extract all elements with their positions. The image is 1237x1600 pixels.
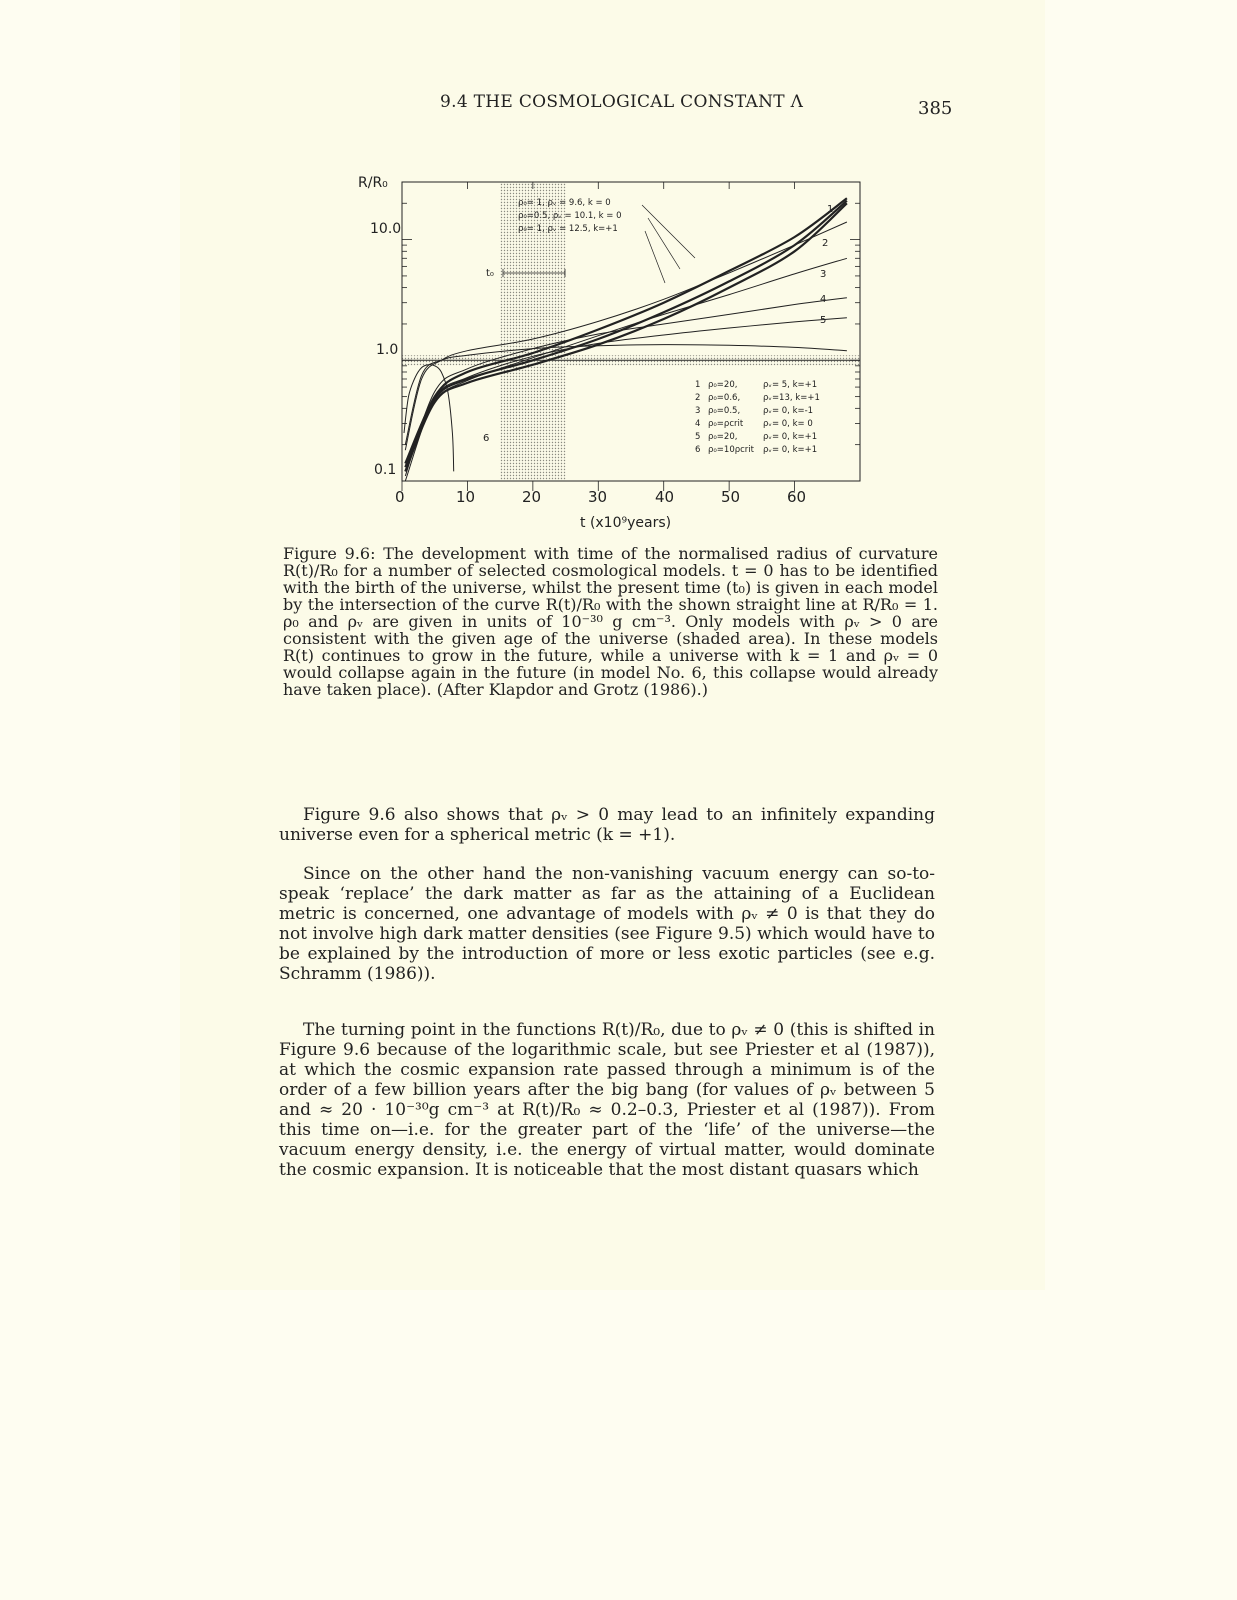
y-tick-label: 10.0 (370, 221, 402, 237)
curve-label: 2 (822, 238, 829, 249)
legend-rhov: ρᵥ= 0, k= 0 (763, 419, 813, 429)
body-paragraph: The turning point in the functions R(t)/R₀, due to ρᵥ ≠ 0 (this is shifted in Figure 9.6 because of the logarithmic scale, but see Priester et al (1987)), at which the cosmic expansion rate passed through a minimum is of the order of a few billion years after the big bang (for values of ρᵥ between 5 and ≈ 20 · 10⁻³⁰g cm⁻³ at R(t)/R₀ ≈ 0.2–0.3, Priester et al (1987)). From this time on—i.e. for the greater part of the ‘life’ of the universe—the vacuum energy density, i.e. the energy of virtual matter, would dominate the cosmic expansion. It is noticeable that the most distant quasars which (279, 1020, 935, 1180)
x-tick-label: 30 (588, 488, 608, 506)
curve-label: 4 (820, 294, 827, 305)
figure-caption (283, 545, 938, 698)
x-tick-label: 10 (456, 488, 476, 506)
caption-label: Figure 9.6: (283, 544, 376, 563)
legend-rho0: ρ₀=20, (708, 432, 738, 442)
top-legend-line: ρ₀=0.5, ρᵥ = 10.1, k = 0 (518, 211, 622, 221)
y-tick-label: 1.0 (376, 342, 399, 358)
x-tick-label: 50 (721, 488, 741, 506)
x-tick-label: 20 (522, 488, 542, 506)
page-number: 385 (918, 98, 953, 119)
legend-rhov: ρᵥ= 0, k=+1 (763, 432, 818, 442)
x-tick-label: 0 (395, 488, 405, 506)
figure-9-6-chart (350, 165, 870, 540)
legend-rhov: ρᵥ= 5, k=+1 (763, 380, 818, 390)
legend-num: 3 (695, 406, 701, 416)
running-header: 9.4 THE COSMOLOGICAL CONSTANT Λ (440, 92, 804, 112)
caption-text: The development with time of the normalised radius of curvature R(t)/R₀ for a number of selected cosmological models. t = 0 has to be identified with the birth of the universe, whilst the present time (t₀) is given in each model by the intersection of the curve R(t)/R₀ with the shown straight line at R/R₀ = 1. ρ₀ and ρᵥ are given in units of 10⁻³⁰ g cm⁻³. Only models with ρᵥ > 0 are consistent with the given age of the universe (shaded area). In these models R(t) continues to grow in the future, while a universe with k = 1 and ρᵥ = 0 would collapse again in the future (in model No. 6, this collapse would already have taken place). (After Klapdor and Grotz (1986).) (283, 544, 938, 699)
legend-num: 1 (695, 380, 701, 390)
legend-rho0: ρ₀=20, (708, 380, 738, 390)
legend-pointer (648, 218, 680, 269)
legend-rho0: ρ₀=0.6, (708, 393, 741, 403)
legend-pointer (645, 231, 665, 283)
y-tick-label: 0.1 (374, 462, 397, 478)
y-axis-label: R/R₀ (358, 175, 388, 191)
legend-rho0: ρ₀=10ρcrit (708, 445, 754, 455)
top-legend-line: ρ₀= 1, ρᵥ = 12.5, k=+1 (518, 224, 618, 234)
legend-rhov: ρᵥ=13, k=+1 (763, 393, 820, 403)
legend-rho0: ρ₀=ρcrit (708, 419, 744, 429)
body-paragraph: Figure 9.6 also shows that ρᵥ > 0 may lead to an infinitely expanding universe even for a spherical metric (k = +1). (279, 805, 935, 845)
curve-label: 5 (820, 315, 827, 326)
body-paragraph: Since on the other hand the non-vanishing vacuum energy can so-to-speak ‘replace’ the dark matter as far as the attaining of a Euclidean metric is concerned, one advantage of models with ρᵥ ≠ 0 is that they do not involve high dark matter densities (see Figure 9.5) which would have to be explained by the introduction of more or less exotic particles (see e.g. Schramm (1986)). (279, 864, 935, 984)
x-axis-label: t (x10⁹years) (580, 515, 672, 531)
curve-label: 1 (827, 204, 834, 215)
legend-num: 5 (695, 432, 701, 442)
x-tick-label: 60 (787, 488, 807, 506)
legend-num: 2 (695, 393, 701, 403)
legend-rhov: ρᵥ= 0, k=+1 (763, 445, 818, 455)
x-tick-label: 40 (655, 488, 675, 506)
legend-num: 4 (695, 419, 701, 429)
curve-label: 6 (483, 433, 490, 444)
legend-rho0: ρ₀=0.5, (708, 406, 741, 416)
legend-rhov: ρᵥ= 0, k=-1 (763, 406, 814, 416)
legend-num: 6 (695, 445, 701, 455)
t0-label: t₀ (486, 268, 494, 279)
curve-label: 3 (820, 269, 827, 280)
model-legend (695, 380, 820, 455)
top-legend-line: ρ₀= 1, ρᵥ = 9.6, k = 0 (518, 198, 611, 208)
